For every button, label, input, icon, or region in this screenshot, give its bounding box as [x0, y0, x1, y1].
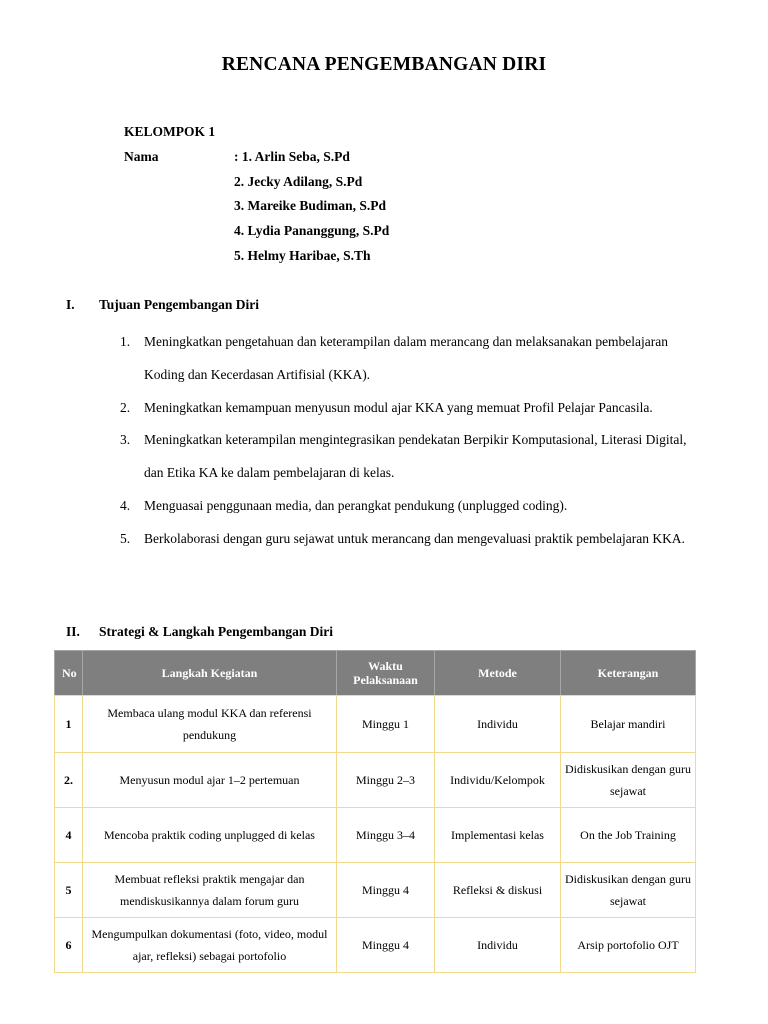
cell-time: Minggu 1 [337, 696, 435, 753]
list-number: 1. [120, 334, 131, 349]
cell-step: Membuat refleksi praktik mengajar dan mendiskusikannya dalam forum guru [83, 863, 337, 918]
cell-note: Didiskusikan dengan guru sejawat [561, 863, 696, 918]
list-number: 2. [120, 399, 131, 415]
member-name: 4. Lydia Pananggung, S.Pd [234, 223, 390, 238]
list-item [120, 326, 700, 392]
column-header-time: Waktu Pelaksanaan [337, 651, 435, 696]
cell-note: Didiskusikan dengan guru sejawat [561, 753, 696, 808]
section-number: II. [66, 624, 80, 639]
document-title: RENCANA PENGEMBANGAN DIRI [221, 54, 547, 75]
goals-list [120, 326, 700, 556]
cell-no: 5 [55, 863, 83, 918]
name-label: Nama [124, 149, 159, 164]
group-label: KELOMPOK 1 [124, 124, 216, 139]
list-item [120, 490, 700, 523]
member-name: 5. Helmy Haribae, S.Th [234, 248, 371, 263]
cell-method: Individu/Kelompok [435, 753, 561, 808]
list-item [120, 392, 700, 425]
cell-note: On the Job Training [561, 808, 696, 863]
table-header-row [55, 651, 696, 696]
cell-time: Minggu 2–3 [337, 753, 435, 808]
cell-time: Minggu 4 [337, 863, 435, 918]
cell-step: Membaca ulang modul KKA dan referensi pendukung [83, 696, 337, 753]
cell-time: Minggu 4 [337, 918, 435, 973]
cell-note: Belajar mandiri [561, 696, 696, 753]
table-row [55, 918, 696, 973]
list-text: Meningkatkan keterampilan mengintegrasikan pendekatan Berpikir Komputasional, Literasi Digital, dan Etika KA ke dalam pembelajaran di kelas. [144, 432, 687, 481]
cell-no: 1 [55, 696, 83, 753]
cell-method: Individu [435, 696, 561, 753]
member-name: 2. Jecky Adilang, S.Pd [234, 174, 363, 189]
section-number: I. [66, 297, 75, 312]
list-text: Menguasai penggunaan media, dan perangkat pendukung (unplugged coding). [144, 497, 568, 513]
section-title: Tujuan Pengembangan Diri [99, 297, 260, 312]
member-name: 3. Mareike Budiman, S.Pd [234, 198, 387, 213]
cell-no: 2. [55, 753, 83, 808]
column-header-step: Langkah Kegiatan [83, 651, 337, 696]
cell-method: Individu [435, 918, 561, 973]
column-header-method: Metode [435, 651, 561, 696]
table-row [55, 808, 696, 863]
column-header-no: No [55, 651, 83, 696]
cell-no: 4 [55, 808, 83, 863]
cell-no: 6 [55, 918, 83, 973]
cell-step: Menyusun modul ajar 1–2 pertemuan [83, 753, 337, 808]
list-text: Berkolaborasi dengan guru sejawat untuk merancang dan mengevaluasi praktik pembelajaran KKA. [144, 530, 685, 546]
table-row [55, 863, 696, 918]
list-text: Meningkatkan pengetahuan dan keterampilan dalam merancang dan melaksanakan pembelajaran Koding dan Kecerdasan Artifisial (KKA). [144, 334, 669, 382]
table-row [55, 753, 696, 808]
table-row [55, 696, 696, 753]
cell-note: Arsip portofolio OJT [561, 918, 696, 973]
cell-step: Mencoba praktik coding unplugged di kelas [83, 808, 337, 863]
cell-method: Refleksi & diskusi [435, 863, 561, 918]
list-number: 3. [120, 432, 131, 448]
strategy-table [54, 650, 696, 973]
list-text: Meningkatkan kemampuan menyusun modul ajar KKA yang memuat Profil Pelajar Pancasila. [144, 399, 653, 415]
list-number: 4. [120, 497, 131, 513]
member-name: : 1. Arlin Seba, S.Pd [234, 149, 350, 164]
list-number: 5. [120, 530, 131, 546]
column-header-note: Keterangan [561, 651, 696, 696]
cell-method: Implementasi kelas [435, 808, 561, 863]
cell-time: Minggu 3–4 [337, 808, 435, 863]
list-item [120, 424, 700, 490]
list-item [120, 523, 700, 556]
section-title: Strategi & Langkah Pengembangan Diri [99, 624, 334, 639]
cell-step: Mengumpulkan dokumentasi (foto, video, modul ajar, refleksi) sebagai portofolio [83, 918, 337, 973]
